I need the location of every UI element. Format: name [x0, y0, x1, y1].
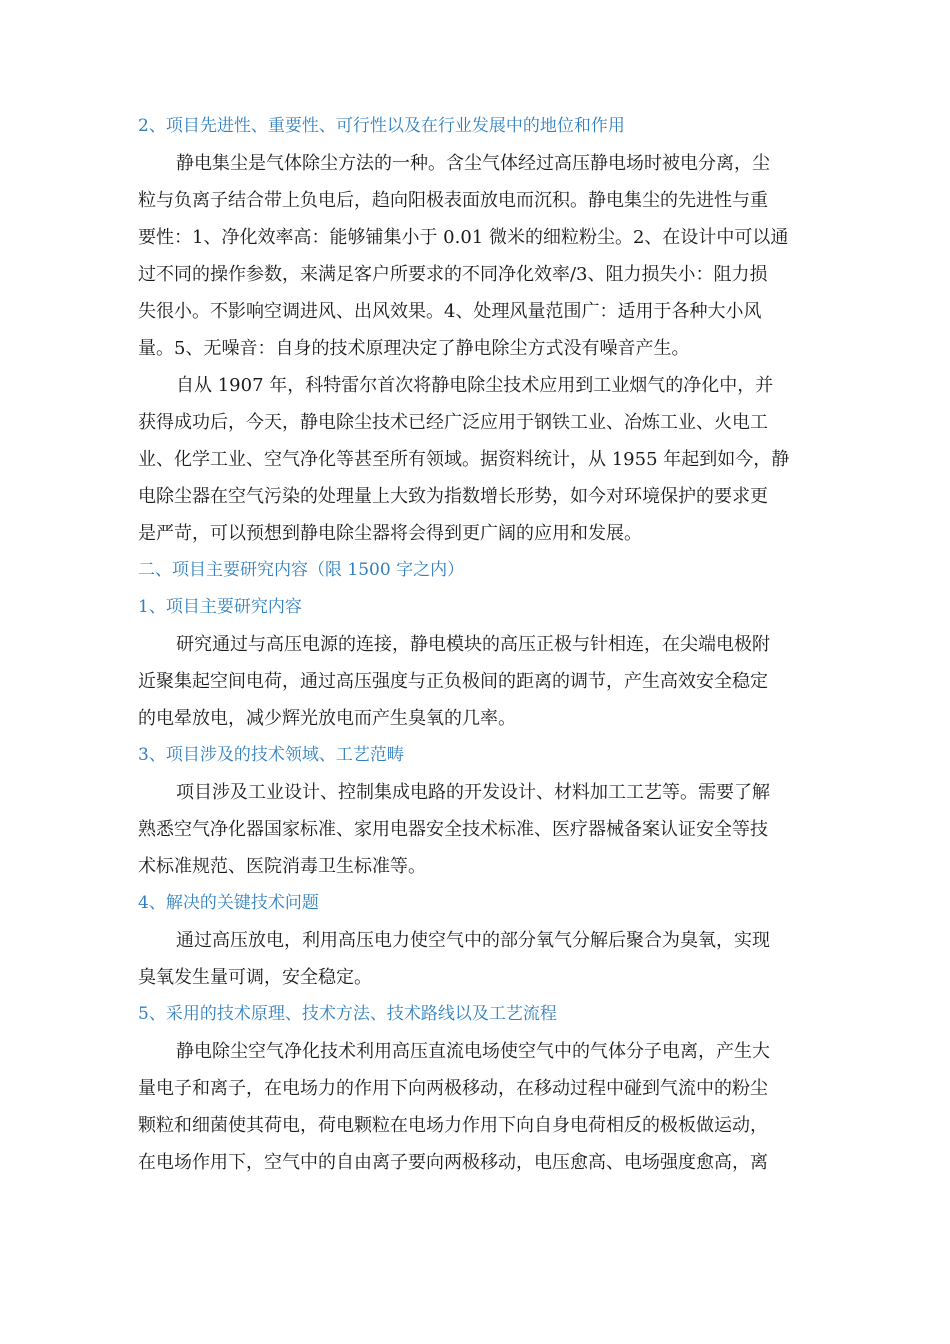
- section-heading: 2、项目先进性、重要性、可行性以及在行业发展中的地位和作用: [138, 116, 625, 136]
- paragraph-line: 术标准规范、医院消毒卫生标准等。: [138, 856, 426, 877]
- section: [138, 885, 818, 996]
- paragraph-line: 颗粒和细菌使其荷电，荷电颗粒在电场力作用下向自身电荷相反的极板做运动，: [138, 1115, 768, 1136]
- paragraph-line: 通过高压放电，利用高压电力使空气中的部分氧气分解后聚合为臭氧，实现: [176, 930, 770, 951]
- paragraph-line: 项目涉及工业设计、控制集成电路的开发设计、材料加工工艺等。需要了解: [176, 782, 770, 803]
- paragraph-line: 近聚集起空间电荷，通过高压强度与正负极间的距离的调节，产生高效安全稳定: [138, 671, 768, 692]
- paragraph-line: 量。5、无噪音：自身的技术原理决定了静电除尘方式没有噪音产生。: [138, 338, 690, 359]
- section: [138, 108, 818, 552]
- paragraph-line: 臭氧发生量可调，安全稳定。: [138, 967, 372, 988]
- paragraph-line: 的电晕放电，减少辉光放电而产生臭氧的几率。: [138, 708, 516, 729]
- paragraph: [138, 774, 818, 885]
- section: [138, 589, 818, 737]
- paragraph-line: 失很小。不影响空调进风、出风效果。4、处理风量范围广：适用于各种大小风: [138, 301, 762, 322]
- paragraph: [138, 367, 818, 552]
- section: [138, 737, 818, 885]
- paragraph-line: 熟悉空气净化器国家标准、家用电器安全技术标准、医疗器械备案认证安全等技: [138, 819, 768, 840]
- paragraph-line: 过不同的操作参数，来满足客户所要求的不同净化效率/3、阻力损失小：阻力损: [138, 264, 768, 285]
- paragraph-line: 在电场作用下，空气中的自由离子要向两极移动，电压愈高、电场强度愈高，离: [138, 1152, 768, 1173]
- paragraph: [138, 1033, 818, 1181]
- section-heading: 二、项目主要研究内容（限 1500 字之内）: [138, 560, 465, 580]
- paragraph-line: 量电子和离子，在电场力的作用下向两极移动，在移动过程中碰到气流中的粉尘: [138, 1078, 768, 1099]
- paragraph: [138, 145, 818, 367]
- paragraph-line: 获得成功后，今天，静电除尘技术已经广泛应用于钢铁工业、冶炼工业、火电工: [138, 412, 768, 433]
- section: [138, 552, 818, 589]
- section-heading: 5、采用的技术原理、技术方法、技术路线以及工艺流程: [138, 1004, 557, 1024]
- paragraph-line: 静电集尘是气体除尘方法的一种。含尘气体经过高压静电场时被电分离，尘: [176, 153, 770, 174]
- paragraph: [138, 626, 818, 737]
- document-page: [138, 108, 818, 1181]
- section: [138, 996, 818, 1181]
- section-heading: 4、解决的关键技术问题: [138, 893, 319, 913]
- paragraph: [138, 922, 818, 996]
- section-heading: 1、项目主要研究内容: [138, 597, 302, 617]
- paragraph-line: 研究通过与高压电源的连接，静电模块的高压正极与针相连，在尖端电极附: [176, 634, 770, 655]
- paragraph-line: 粒与负离子结合带上负电后，趋向阳极表面放电而沉积。静电集尘的先进性与重: [138, 190, 768, 211]
- paragraph-line: 业、化学工业、空气净化等甚至所有领域。据资料统计，从 1955 年起到如今，静: [138, 449, 790, 470]
- paragraph-line: 自从 1907 年，科特雷尔首次将静电除尘技术应用到工业烟气的净化中，并: [176, 375, 774, 396]
- paragraph-line: 要性：1、净化效率高：能够铺集小于 0.01 微米的细粒粉尘。2、在设计中可以通: [138, 227, 789, 248]
- paragraph-line: 电除尘器在空气污染的处理量上大致为指数增长形势，如今对环境保护的要求更: [138, 486, 768, 507]
- paragraph-line: 是严苛，可以预想到静电除尘器将会得到更广阔的应用和发展。: [138, 523, 642, 544]
- section-heading: 3、项目涉及的技术领域、工艺范畴: [138, 745, 404, 765]
- paragraph-line: 静电除尘空气净化技术利用高压直流电场使空气中的气体分子电离，产生大: [176, 1041, 770, 1062]
